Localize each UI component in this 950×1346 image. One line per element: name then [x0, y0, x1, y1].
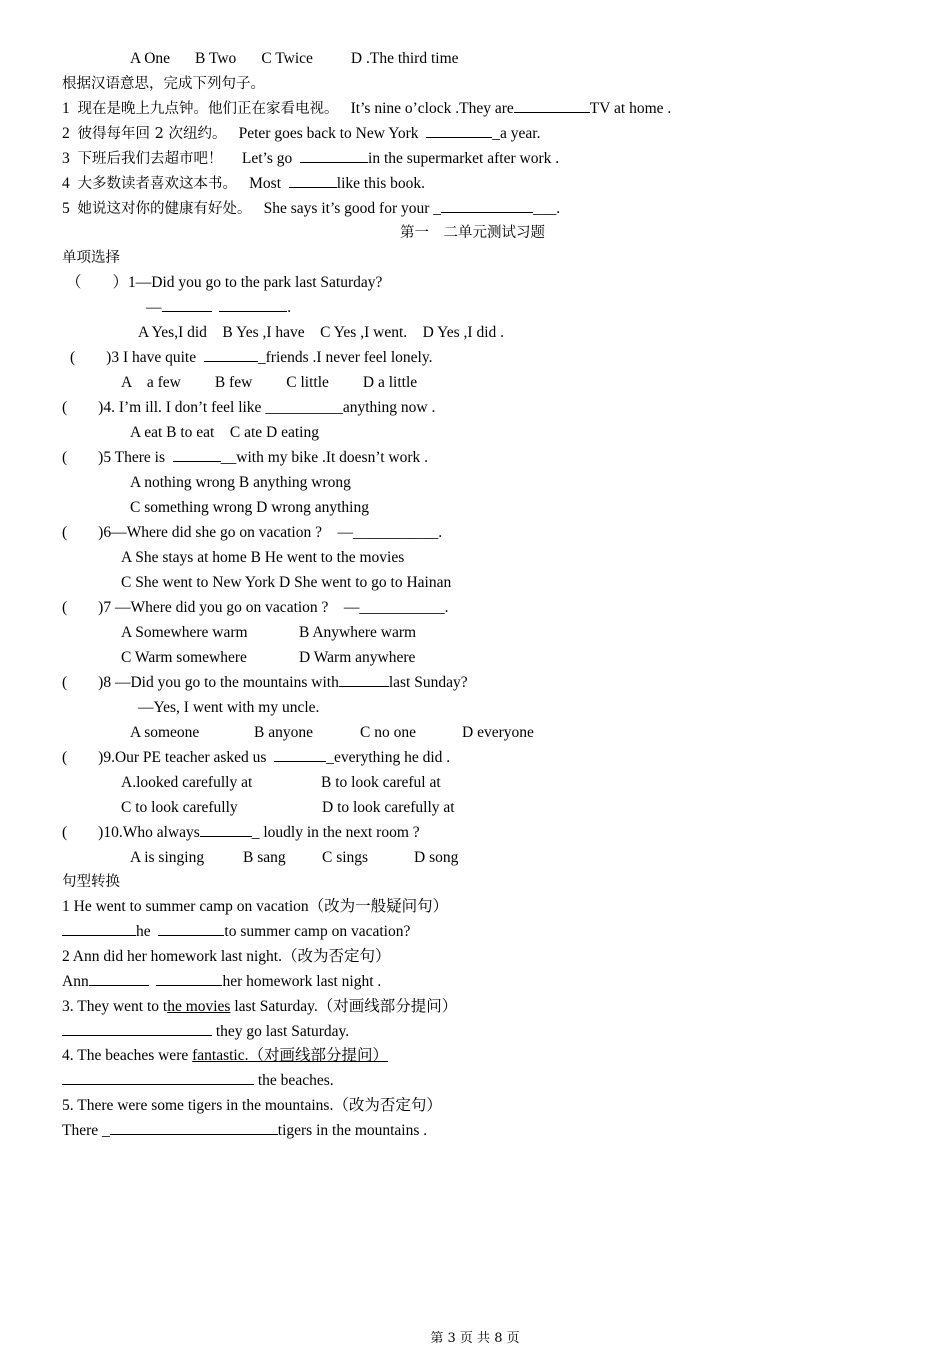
- transform-2-question: 2 Ann did her homework last night.（改为否定句）: [62, 948, 391, 965]
- translation-instruction: 根据汉语意思，完成下列句子。: [62, 76, 265, 92]
- option-d: D .The third time: [350, 50, 459, 67]
- transform-3-answer: they go last Saturday.: [62, 1022, 349, 1042]
- answer-blank[interactable]: [62, 1071, 146, 1085]
- transform-heading: 句型转换: [62, 874, 120, 890]
- answer-blank[interactable]: [289, 174, 337, 188]
- answer-blank[interactable]: [158, 922, 224, 936]
- answer-blank[interactable]: [339, 673, 389, 687]
- answer-blank[interactable]: [110, 1121, 178, 1135]
- question-1-options: A Yes,I did B Yes ,I have C Yes ,I went. D Yes ,I did .: [138, 324, 505, 341]
- answer-blank[interactable]: [89, 972, 149, 986]
- answer-blank[interactable]: [200, 823, 252, 837]
- transform-3-question: 3. They went to the movies last Saturday.（对画线部分提问）: [62, 998, 458, 1015]
- answer-blank[interactable]: [62, 922, 136, 936]
- test-title: 第一 二单元测试习题: [400, 225, 545, 241]
- question-1-stem: （ ）1—Did you go to the park last Saturday?: [66, 274, 383, 291]
- answer-blank[interactable]: [204, 348, 258, 362]
- answer-blank[interactable]: [274, 748, 326, 762]
- question-9-stem: ( )9.Our PE teacher asked us _everything he did .: [62, 749, 451, 766]
- transform-1-question: 1 He went to summer camp on vacation（改为一般疑问句）: [62, 898, 449, 915]
- question-5-stem: ( )5 There is __with my bike .It doesn’t work .: [62, 449, 429, 466]
- transform-2-answer: Ann her homework last night .: [62, 973, 382, 990]
- translation-item-2: 2 彼得每年回 2 次纽约。 Peter goes back to New York _a year.: [62, 125, 541, 142]
- question-8-options: A someone B anyone C no one D everyone: [130, 724, 534, 741]
- question-8-stem: ( )8 —Did you go to the mountains with last Sunday?: [62, 674, 468, 691]
- page-footer: 第 3 页 共 8 页: [430, 1331, 520, 1346]
- question-5-options-2: C something wrong D wrong anything: [130, 499, 369, 516]
- answer-blank[interactable]: [441, 199, 533, 213]
- option-a: A One: [130, 50, 171, 67]
- answer-blank[interactable]: [146, 1071, 188, 1085]
- question-3-stem: ( )3 I have quite _friends .I never feel lonely.: [70, 349, 433, 366]
- question-7-options-1: A Somewhere warm B Anywhere warm: [121, 624, 417, 641]
- question-6-options-1: A She stays at home B He went to the movies: [121, 549, 405, 566]
- question-9-options-1: A.looked carefully at B to look careful at: [121, 774, 441, 791]
- answer-blank[interactable]: [62, 1022, 150, 1036]
- question-10-options: A is singing B sang C sings D song: [130, 849, 459, 866]
- question-6-stem: ( )6—Where did she go on vacation ? —___________.: [62, 524, 443, 541]
- transform-4-question: 4. The beaches were fantastic.（对画线部分提问）: [62, 1047, 388, 1064]
- question-3-options: A a few B few C little D a little: [121, 374, 418, 391]
- question-9-options-2: C to look carefully D to look carefully at: [121, 799, 455, 816]
- translation-item-1: 1 现在是晚上九点钟。他们正在家看电视。 It’s nine o’clock .They are TV at home .: [62, 100, 672, 117]
- carryover-options-row: [130, 49, 459, 69]
- answer-blank[interactable]: [173, 448, 221, 462]
- translation-item-4: 4 大多数读者喜欢这本书。 Most like this book.: [62, 175, 426, 192]
- option-c: C Twice: [261, 50, 313, 67]
- question-5-options-1: A nothing wrong B anything wrong: [130, 474, 351, 491]
- option-b: B Two: [195, 50, 237, 67]
- translation-item-3: 3 下班后我们去超市吧！ Let’s go in the supermarket after work .: [62, 150, 560, 167]
- single-choice-heading: 单项选择: [62, 250, 120, 266]
- question-7-stem: ( )7 —Where did you go on vacation ? —___________.: [62, 599, 449, 616]
- transform-5-answer: There _ tigers in the mountains .: [62, 1122, 428, 1139]
- question-4-options: A eat B to eat C ate D eating: [130, 424, 319, 441]
- answer-blank[interactable]: [156, 972, 222, 986]
- transform-4-answer: the beaches.: [62, 1071, 334, 1091]
- answer-blank[interactable]: [202, 1121, 278, 1135]
- answer-blank[interactable]: [300, 149, 368, 163]
- answer-blank[interactable]: [219, 298, 287, 312]
- question-1-answer-line: — .: [146, 299, 292, 316]
- transform-1-answer: he to summer camp on vacation?: [62, 922, 410, 942]
- question-8-reply: —Yes, I went with my uncle.: [138, 699, 320, 716]
- answer-blank[interactable]: [150, 1022, 212, 1036]
- answer-blank[interactable]: [162, 298, 212, 312]
- translation-item-5: 5 她说这对你的健康有好处。 She says it’s good for your _ ___.: [62, 200, 561, 217]
- question-7-options-2: C Warm somewhere D Warm anywhere: [121, 649, 416, 666]
- transform-5-question: 5. There were some tigers in the mountains.（改为否定句）: [62, 1097, 442, 1114]
- answer-blank[interactable]: [426, 124, 492, 138]
- question-10-stem: ( )10.Who always _ loudly in the next room ?: [62, 824, 420, 841]
- question-4-stem: ( )4. I’m ill. I don’t feel like __________anything now .: [62, 399, 436, 416]
- answer-blank[interactable]: [178, 1121, 202, 1135]
- answer-blank[interactable]: [514, 99, 590, 113]
- question-6-options-2: C She went to New York D She went to go to Hainan: [121, 574, 452, 591]
- answer-blank[interactable]: [188, 1071, 254, 1085]
